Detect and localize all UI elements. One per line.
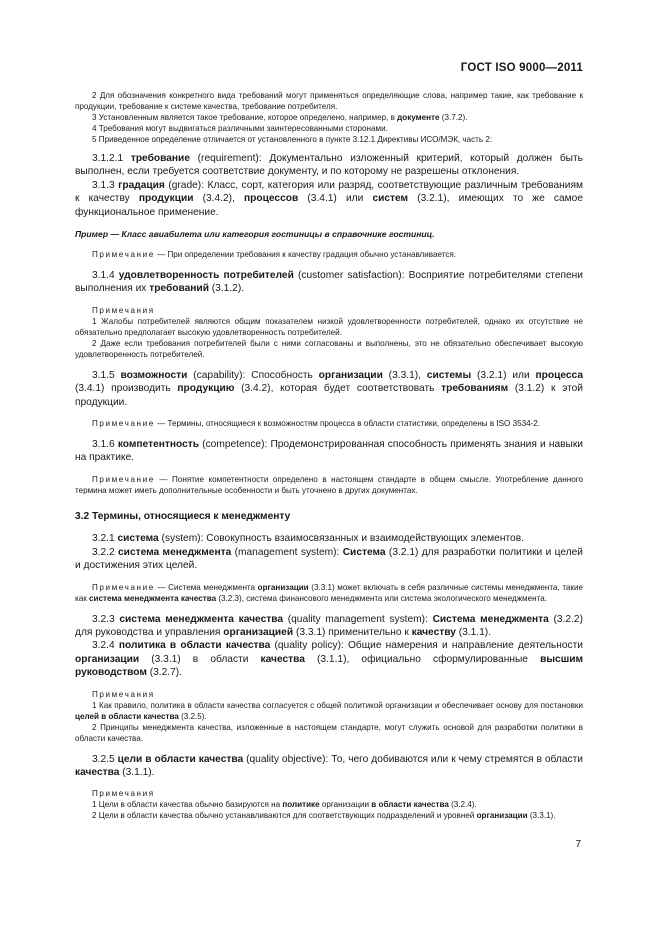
term-definition: 3.2.3 система менеджмента качества (quality management system): Система менеджмента (3.2.2) для руководства и управления организацией (3.3.1) применительно к качеству (3.1.1). — [75, 613, 583, 638]
term-definition: 3.1.6 компетентность (competence): Продемонстрированная способность применять знания и навыки на практике. — [75, 439, 583, 464]
spacer — [75, 409, 583, 418]
standard-header: ГОСТ ISO 9000—2011 — [460, 62, 583, 74]
note-paragraph: Примечание — Система менеджмента организации (3.3.1) может включать в себя различные системы менеджмента, такие как система менеджмента качества (3.2.3), система финансового менеджмента или система экологического менеджмента. — [75, 582, 583, 603]
spacer — [75, 145, 583, 152]
notes-heading: Примечания — [92, 305, 155, 315]
spacer — [75, 360, 583, 369]
notes-heading: Примечания — [92, 689, 155, 699]
spacer — [75, 744, 583, 753]
example-text: Пример — Класс авиабилета или категория гостиницы в справочнике гостиниц. — [75, 229, 435, 240]
note-paragraph: 2 Для обозначения конкретного вида требований могут применяться определяющие слова, например такие, как требование к продукции, требование к системе качества, требование потребителя. — [75, 91, 583, 111]
spacer — [75, 240, 583, 249]
note-paragraph: 5 Приведенное определение отличается от установленного в пункте 3.12.1 Директивы ИСО/МЭК, часть 2: — [92, 135, 493, 144]
spacer — [75, 573, 583, 582]
notes-heading: Примечания — [92, 789, 155, 799]
spacer — [75, 604, 583, 613]
term-definition: 3.1.5 возможности (capability): Способность организации (3.3.1), системы (3.2.1) или процесса (3.4.1) производить продукцию (3.4.2), которая будет соответствовать требованиям (3.1.2) к этой продукции. — [75, 369, 584, 408]
note-paragraph: 1 Как правило, политика в области качества согласуется с общей политикой организации и обеспечивает основу для постановки целей в области качества (3.2.5). — [75, 700, 583, 721]
term-definition: 3.1.2.1 требование (requirement): Документально изложенный критерий, который должен быть выполнен, если требуется соответствие документу, и по которому не разрешены отклонения. — [75, 153, 583, 178]
term-definition: 3.2.1 система (system): Совокупность взаимосвязанных и взаимодействующих элементов. — [92, 533, 524, 545]
note-paragraph: Примечание — Термины, относящиеся к возможностям процесса в области статистики, определены в ISO 3534-2. — [92, 419, 541, 429]
term-definition: 3.2.4 политика в области качества (quality policy): Общие намерения и направление деятельности организации (3.3.1) в области качества (3.1.1), официально сформулированные высшим руководством (3.2.7). — [75, 640, 583, 679]
term-definition: 3.2.2 система менеджмента (management system): Система (3.2.1) для разработки политики и целей и достижения этих целей. — [75, 546, 584, 572]
spacer — [75, 260, 583, 269]
term-definition: 3.2.5 цели в области качества (quality objective): То, чего добиваются или к чему стремятся в области качества (3.1.1). — [75, 753, 583, 778]
note-paragraph: 2 Даже если требования потребителей были с ними согласованы и выполнены, это не обязательно обеспечивает высокую удовлетворенность потребителей. — [75, 338, 583, 359]
spacer — [75, 680, 583, 689]
term-definition: 3.1.4 удовлетворенность потребителей (customer satisfaction): Восприятие потребителями степени выполнения их требований (3.1.2). — [75, 270, 584, 295]
spacer — [75, 496, 583, 510]
note-paragraph: 4 Требования могут выдвигаться различными заинтересованными сторонами. — [92, 124, 388, 133]
spacer — [75, 219, 583, 228]
page-number: 7 — [575, 839, 581, 850]
spacer — [75, 523, 583, 532]
note-paragraph: Примечание — Понятие компетентности определено в настоящем стандарте в общем смысле. Употребление данного термина может иметь дополнительные особенности и быть уточнено в других документах. — [75, 474, 583, 495]
note-paragraph: 2 Принципы менеджмента качества, изложенные в настоящем стандарте, могут служить основой для разработки политики в области качества. — [75, 722, 583, 743]
term-definition: 3.1.3 градация (grade): Класс, сорт, категория или разряд, соответствующие различным требованиям к качеству продукции (3.4.2), процессов (3.4.1) или систем (3.2.1), имеющих то же самое функциональное применение. — [75, 179, 584, 218]
note-paragraph: 2 Цели в области качества обычно устанавливаются для соответствующих подразделений и уровней организации (3.3.1). — [92, 811, 556, 821]
note-paragraph: 3 Установленным является такое требование, которое определено, например, в документе (3.7.2). — [92, 113, 468, 122]
spacer — [75, 465, 583, 474]
section-heading: 3.2 Термины, относящиеся к менеджменту — [75, 510, 291, 522]
spacer — [75, 296, 583, 305]
document-body — [75, 90, 583, 821]
spacer — [75, 779, 583, 788]
note-paragraph: 1 Цели в области качества обычно базируются на политике организации в области качества (3.2.4). — [92, 800, 477, 810]
spacer — [75, 429, 583, 438]
note-paragraph: 1 Жалобы потребителей являются общим показателем низкой удовлетворенности потребителей, однако их отсутствие не обязательно предполагает высокую удовлетворенность потребителей. — [75, 316, 583, 337]
note-paragraph: Примечание — При определении требования к качеству градация обычно устанавливается. — [92, 250, 457, 260]
